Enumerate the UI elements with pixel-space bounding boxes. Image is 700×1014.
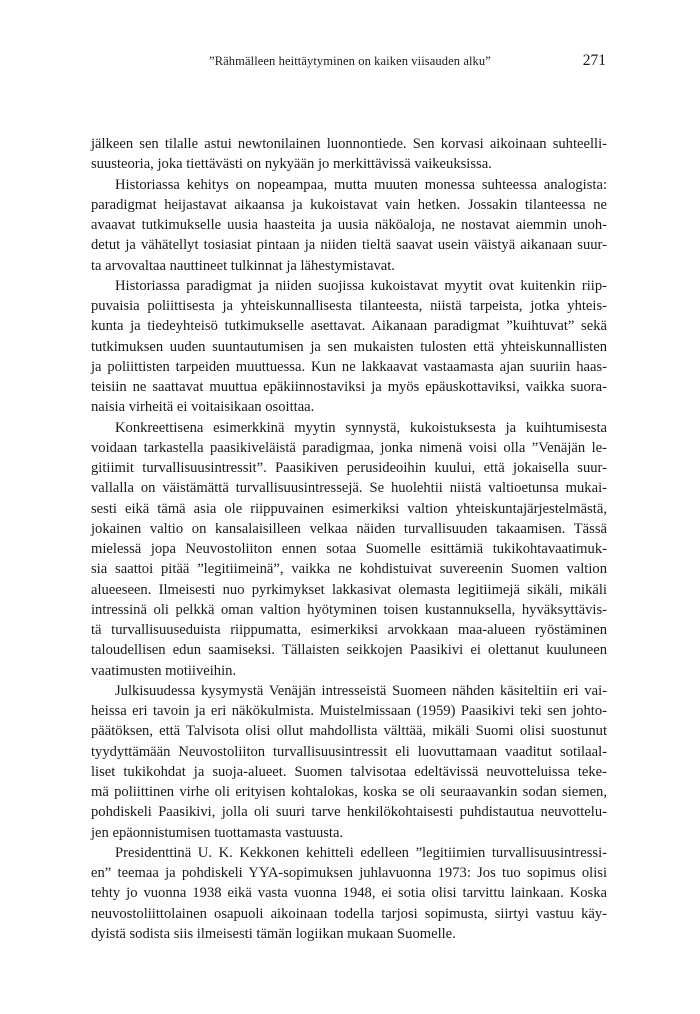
text-line: taloudellisen edun saamiseksi. Tällaisten seikkojen Paasikivi ei olettanut kuuluneen (91, 642, 607, 659)
text-line: Julkisuudessa kysymystä Venäjän intresseistä Suomeen nähden käsiteltiin eri vai- (115, 682, 607, 699)
text-line: jälkeen sen tilalle astui newtonilainen luonnontiede. Sen korvasi aikoinaan suhteelli- (91, 136, 607, 152)
text-line: Presidenttinä U. K. Kekkonen kehitteli edelleen ”legitiimien turvallisuusintressi- (115, 844, 607, 861)
text-line: paradigmat heijastavat aikaansa ja kukoistavat vain hetken. Jossakin tilanteessa ne (91, 196, 607, 213)
paragraph (91, 134, 607, 175)
text-line: jen epäonnistumisen tuottamasta vastuusta. (91, 824, 344, 841)
text-line: liset tukikohdat ja suoja-alueet. Suomen talvisotaa edeltävissä neuvotteluissa teke- (91, 763, 607, 780)
running-head (0, 52, 700, 72)
text-line: mä poliittinen virhe oli erityisen kohtalokas, koska se oli seuraavankin sodan siemen, (91, 784, 607, 800)
running-title: ”Rähmälleen heittäytyminen on kaiken viisauden alku” (209, 54, 491, 68)
text-line: voidaan tarkastella paasikiveläistä paradigmaa, jonka nimenä voisi olla ”Venäjän le- (91, 439, 607, 456)
text-line: alueeseen. Ilmeisesti nuo pyrkimykset lakkasivat olemasta legitiimejä sikäli, mikäli (91, 581, 607, 598)
text-line: Historiassa paradigmat ja niiden suojissa kukoistavat myytit ovat kuitenkin riip- (115, 277, 607, 294)
text-line: mielessä jopa Neuvostoliiton ennen sotaa Suomelle esittämiä tukikohtavaatimuk- (91, 541, 607, 557)
text-line: vaatimusten motiiveihin. (91, 662, 237, 679)
text-line: päätöksen, että Talvisota olisi ollut mahdollista välttää, mikäli Suomi olisi suostunut (91, 723, 607, 740)
text-line: detut ja vähätellyt tosiasiat pintaan ja niiden tieltä saavat usein väistyä aikanaan suur- (91, 237, 607, 254)
text-line: heissa eri tavoin ja eri näkökulmista. Muistelmissaan (1959) Paasikivi teki sen johto- (91, 703, 607, 719)
paragraph (91, 418, 607, 681)
page-number: 271 (582, 52, 606, 69)
text-line: ja poliittisten tarpeiden muuttuessa. Kun ne lakkaavat vastaamasta ajan suuriin haas- (91, 358, 607, 375)
text-line: suusteoria, joka tiettävästi on nykyään jo merkittävissä vaikeuksissa. (91, 156, 492, 173)
text-line: gitiimit turvallisuusintressit”. Paasikiven perusideoihin kuului, että jokaisella suur- (91, 460, 607, 476)
text-line: dyistä sodista siis ilmeisesti tämän logiikan mukaan Suomelle. (91, 925, 456, 942)
text-line: avaavat tutkimukselle uusia haasteita ja uusia näköaloja, ne nostavat aiemmin unoh- (91, 217, 607, 233)
body-text (91, 134, 607, 944)
text-line: ta arvovaltaa nauttineet tulkinnat ja lähestymistavat. (91, 257, 395, 274)
text-line: Historiassa kehitys on nopeampaa, mutta muuten monessa suhteessa analogista: (115, 176, 607, 193)
text-line: naisia virheitä ei voitaisikaan osoittaa. (91, 399, 315, 416)
text-line: jokainen valtio on kansalaisilleen velkaa näiden turvallisuuden takaamisen. Tässä (91, 520, 607, 537)
paragraph (91, 843, 607, 944)
text-line: pohdiskeli Paasikivi, jolla oli suuri tarve henkilökohtaisesti puhdistautua neuvottelu- (91, 804, 607, 821)
text-line: tehty jo vuonna 1938 eikä vasta vuonna 1948, ei sotia olisi tarvittu lainkaan. Koska (91, 885, 607, 902)
text-line: tä turvallisuuseduista riippumatta, esimerkiksi arvokkaan maa-alueen ryöstäminen (91, 622, 607, 638)
text-line: puvaisia poliittisesta ja yhteiskunnallisesta tilanteesta, niistä tarpeista, jotka yhteis- (91, 298, 607, 314)
paragraph (91, 276, 607, 418)
text-line: neuvostoliittolainen osapuoli aikoinaan todella tarjosi sopimusta, siirtyi vastuu käy- (91, 905, 607, 922)
text-line: tutkimuksen uuden suuntautumisen ja sen mukaisten tulosten että yhteiskunnallisten (91, 338, 607, 355)
text-line: en” teemaa ja pohdiskeli YYA-sopimuksen juhlavuonna 1973: Jos tuo sopimus olisi (91, 865, 607, 881)
text-line: Konkreettisena esimerkkinä myytin synnystä, kukoistuksesta ja kuihtumisesta (115, 419, 607, 436)
paragraph (91, 681, 607, 843)
paragraph (91, 175, 607, 276)
text-line: tyydyttämään Neuvostoliiton turvallisuusintressit eli luovuttamaan vaaditut sotilaal- (91, 743, 607, 760)
text-line: vallalla on väistämättä turvallisuusintressejä. Se huolehtii niistä valtioetunsa mukai- (91, 480, 607, 497)
text-line: intressinä oli pelkkä oman valtion hyötyminen toisen kustannuksella, hyväksyttävis- (91, 601, 607, 618)
text-line: sia saattoi pitää ”legitiimeinä”, vaikka ne kohdistuivat suvereenin Suomen valtion (91, 561, 607, 578)
text-line: kunta ja tiedeyhteisö tutkimukselle asettavat. Aikanaan paradigmat ”kuihtuvat” sekä (91, 318, 607, 335)
text-line: teisiin ne saattavat muuttua epäkiinnostaviksi ja myös epäuskottaviksi, vaikka suora- (91, 379, 607, 395)
text-line: sesti eikä tämä asia ole riippuvainen esimerkiksi valtion yhteiskuntajärjestelmästä, (91, 500, 607, 517)
